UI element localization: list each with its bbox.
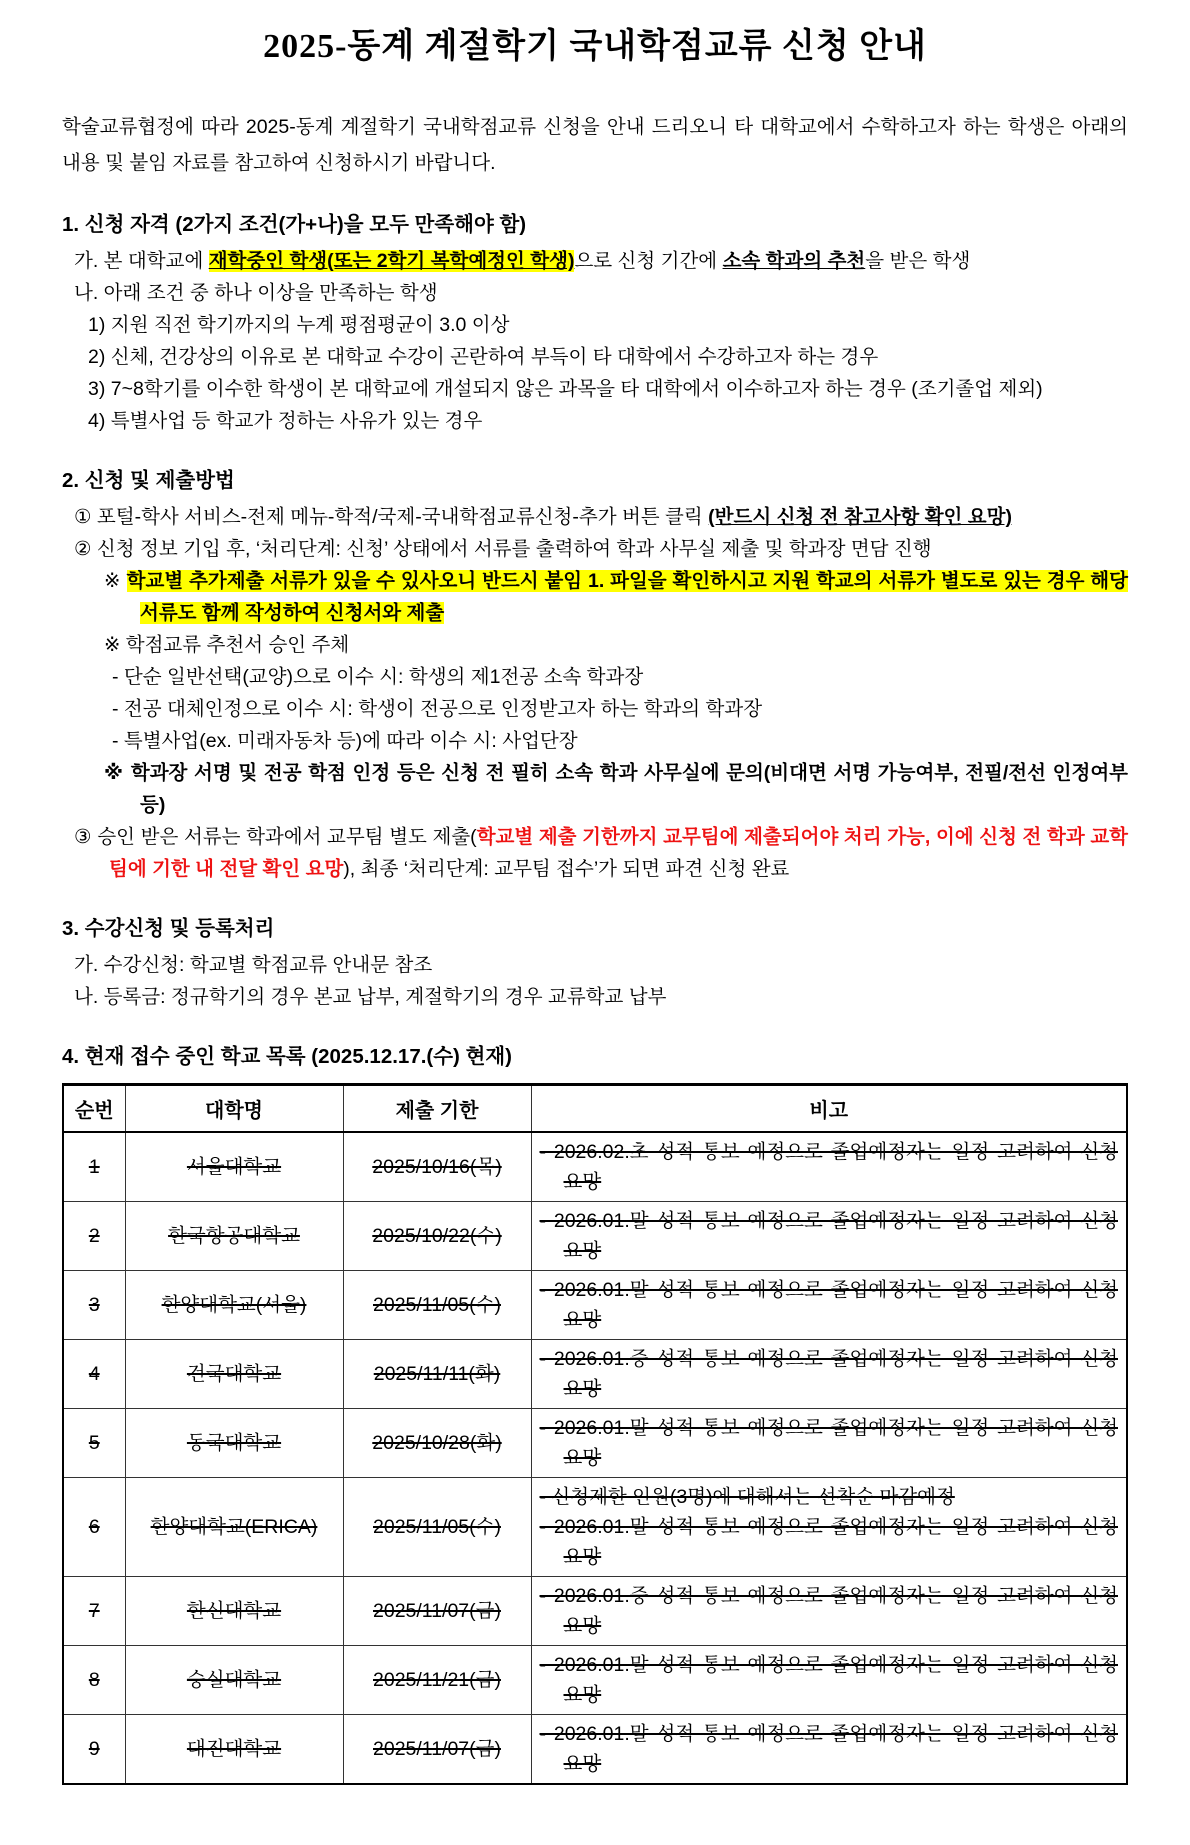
note-approval-subject: ※ 학점교류 추천서 승인 주체 [104,634,350,656]
remark-cell [531,1478,1127,1577]
step3-pre-text: ③ 승인 받은 서류는 학과에서 교무팀 별도 제출( [74,826,477,848]
row-number-cell [63,1132,125,1202]
ga-mid-text: 으로 신청 기간에 [574,250,723,272]
ga-emphasis-text: 소속 학과의 추천 [722,250,866,272]
ga-pre-text: 가. 본 대학교에 [74,250,209,272]
university-name: 한국항공대학교 [168,1225,300,1247]
note-marker: ※ [104,570,127,592]
row-number: 4 [88,1363,100,1385]
registration-item-ga: 가. 수강신청: 학교별 학점교류 안내문 참조 [74,954,433,976]
remark-line: - 2026.01.말 성적 통보 예정으로 졸업예정자는 일정 고려하여 신청 요망 [539,1723,1118,1775]
eligibility-condition-1: 1) 지원 직전 학기까지의 누계 평점평균이 3.0 이상 [88,314,510,336]
row-number-cell [63,1409,125,1478]
deadline-cell [343,1340,531,1409]
deadline: 2025/11/11(화) [373,1363,501,1385]
eligibility-condition-2: 2) 신체, 건강상의 이유로 본 대학교 수강이 곤란하여 부득이 타 대학에서 수강하고자 하는 경우 [88,346,879,368]
row-number: 9 [88,1738,100,1760]
ga-highlighted-text: 재학중인 학생(또는 2학기 복학예정인 학생) [208,250,575,272]
university-cell [125,1340,343,1409]
eligibility-item-ga [62,245,1128,277]
header-remarks: 비고 [531,1085,1127,1133]
table-header-row [63,1085,1127,1133]
header-deadline: 제출 기한 [343,1085,531,1133]
note-highlighted-text: 학교별 추가제출 서류가 있을 수 있사오니 반드시 붙임 1. 파일을 확인하시고 지원 학교의 서류가 별도로 있는 경우 해당 서류도 함께 작성하여 신청서와 제출 [126,570,1128,624]
remark-line: - 2026.01.말 성적 통보 예정으로 졸업예정자는 일정 고려하여 신청 요망 [539,1279,1118,1331]
table-row [63,1271,1127,1340]
page-title: 2025-동계 계절학기 국내학점교류 신청 안내 [263,28,927,65]
section3-heading: 3. 수강신청 및 등록처리 [62,917,275,940]
remark-line: - 2026.01.말 성적 통보 예정으로 졸업예정자는 일정 고려하여 신청 요망 [539,1210,1118,1262]
deadline-cell [343,1271,531,1340]
university-cell [125,1271,343,1340]
deadline: 2025/10/22(수) [372,1225,502,1247]
approver-item-2: - 전공 대체인정으로 이수 시: 학생이 전공으로 인정받고자 하는 학과의 학과장 [112,698,763,720]
eligibility-condition-3: 3) 7~8학기를 이수한 학생이 본 대학교에 개설되지 않은 과목을 타 대학에서 이수하고자 하는 경우 (조기졸업 제외) [88,378,1043,400]
step1-text: ① 포털-학사 서비스-전제 메뉴-학적/국제-국내학점교류신청-추가 버튼 클릭 [74,506,709,528]
university-name: 서울대학교 [186,1156,282,1178]
remark-line: - 2026.02.초 성적 통보 예정으로 졸업예정자는 일정 고려하여 신청 요망 [539,1141,1118,1193]
table-row [63,1646,1127,1715]
deadline-cell [343,1646,531,1715]
row-number-cell [63,1271,125,1340]
university-name: 대진대학교 [186,1738,282,1760]
university-name: 건국대학교 [186,1363,282,1385]
step3-post-text: ), 최종 ‘처리단계: 교무팀 접수’가 되면 파견 신청 완료 [343,858,790,880]
university-name: 한신대학교 [186,1600,282,1622]
deadline: 2025/10/28(화) [372,1432,502,1454]
note-signature-inquiry: ※ 학과장 서명 및 전공 학점 인정 등은 신청 전 필히 소속 학과 사무실에 문의(비대면 서명 가능여부, 전필/전선 인정여부 등) [104,762,1128,816]
table-row [63,1577,1127,1646]
remark-cell [531,1202,1127,1271]
table-row [63,1340,1127,1409]
row-number-cell [63,1478,125,1577]
university-cell [125,1715,343,1785]
intro-paragraph: 학술교류협정에 따라 2025-동계 계절학기 국내학점교류 신청을 안내 드리오니 타 대학교에서 수학하고자 하는 학생은 아래의 내용 및 붙임 자료를 참고하여 신청하시기 바랍니다. [62,116,1128,174]
university-cell [125,1202,343,1271]
remark-cell [531,1340,1127,1409]
deadline: 2025/10/16(목) [372,1156,502,1178]
school-list-table [62,1083,1128,1785]
remark-line: - 신청제한 인원(3명)에 대해서는 선착순 마감예정 [539,1486,955,1508]
row-number: 7 [88,1600,100,1622]
row-number-cell [63,1202,125,1271]
deadline: 2025/11/05(수) [373,1294,501,1316]
table-row [63,1409,1127,1478]
step1-emphasis: (반드시 신청 전 참고사항 확인 요망) [708,506,1012,528]
remark-cell [531,1271,1127,1340]
row-number: 6 [88,1516,100,1538]
row-number: 1 [88,1156,100,1178]
approver-item-3: - 특별사업(ex. 미래자동차 등)에 따라 이수 시: 사업단장 [112,730,578,752]
deadline-cell [343,1577,531,1646]
row-number: 3 [88,1294,100,1316]
table-row [63,1202,1127,1271]
row-number: 5 [88,1432,100,1454]
university-name: 한양대학교(서울) [161,1294,307,1316]
remark-cell [531,1646,1127,1715]
ga-post-text: 을 받은 학생 [865,250,971,272]
row-number-cell [63,1577,125,1646]
section1-heading: 1. 신청 자격 (2가지 조건(가+나)을 모두 만족해야 함) [62,213,527,236]
header-university: 대학명 [125,1085,343,1133]
remark-cell [531,1132,1127,1202]
approver-item-1: - 단순 일반선택(교양)으로 이수 시: 학생의 제1전공 소속 학과장 [112,666,644,688]
row-number: 8 [88,1669,100,1691]
university-name: 한양대학교(ERICA) [150,1516,318,1538]
apply-step-2: ② 신청 정보 기입 후, ‘처리단계: 신청’ 상태에서 서류를 출력하여 학과 사무실 제출 및 학과장 면담 진행 [74,538,932,560]
table-row [63,1132,1127,1202]
apply-step-1 [62,501,1128,533]
eligibility-condition-4: 4) 특별사업 등 학교가 정하는 사유가 있는 경우 [88,410,483,432]
deadline: 2025/11/07(금) [373,1738,501,1760]
deadline-cell [343,1409,531,1478]
deadline-cell [343,1202,531,1271]
remark-cell [531,1577,1127,1646]
university-cell [125,1409,343,1478]
row-number-cell [63,1340,125,1409]
table-row [63,1478,1127,1577]
section2-heading: 2. 신청 및 제출방법 [62,469,235,492]
registration-item-na: 나. 등록금: 정규학기의 경우 본교 납부, 계절학기의 경우 교류학교 납부 [74,986,667,1008]
deadline: 2025/11/21(금) [373,1669,501,1691]
university-cell [125,1577,343,1646]
note-extra-documents [62,565,1128,629]
university-name: 동국대학교 [186,1432,282,1454]
apply-step-3 [62,821,1128,885]
table-row [63,1715,1127,1785]
deadline-cell [343,1715,531,1785]
step3-warning-text: 학교별 제출 기한까지 교무팀에 제출되어야 처리 가능, 이에 신청 전 학과 교학팀에 기한 내 전달 확인 요망 [109,826,1128,880]
remark-cell [531,1409,1127,1478]
row-number: 2 [88,1225,100,1247]
row-number-cell [63,1646,125,1715]
university-cell [125,1132,343,1202]
deadline-cell [343,1478,531,1577]
university-cell [125,1646,343,1715]
section4-heading: 4. 현재 접수 중인 학교 목록 (2025.12.17.(수) 현재) [62,1045,513,1068]
remark-line: - 2026.01.중 성적 통보 예정으로 졸업예정자는 일정 고려하여 신청 요망 [539,1585,1118,1637]
university-name: 숭실대학교 [186,1669,282,1691]
header-no: 순번 [63,1085,125,1133]
remark-line: - 2026.01.중 성적 통보 예정으로 졸업예정자는 일정 고려하여 신청 요망 [539,1348,1118,1400]
deadline-cell [343,1132,531,1202]
remark-cell [531,1715,1127,1785]
remark-line: - 2026.01.말 성적 통보 예정으로 졸업예정자는 일정 고려하여 신청 요망 [539,1516,1118,1568]
eligibility-item-na: 나. 아래 조건 중 하나 이상을 만족하는 학생 [74,282,438,304]
remark-line: - 2026.01.말 성적 통보 예정으로 졸업예정자는 일정 고려하여 신청 요망 [539,1654,1118,1706]
row-number-cell [63,1715,125,1785]
deadline: 2025/11/05(수) [373,1516,501,1538]
remark-line: - 2026.01.말 성적 통보 예정으로 졸업예정자는 일정 고려하여 신청 요망 [539,1417,1118,1469]
university-cell [125,1478,343,1577]
deadline: 2025/11/07(금) [373,1600,501,1622]
